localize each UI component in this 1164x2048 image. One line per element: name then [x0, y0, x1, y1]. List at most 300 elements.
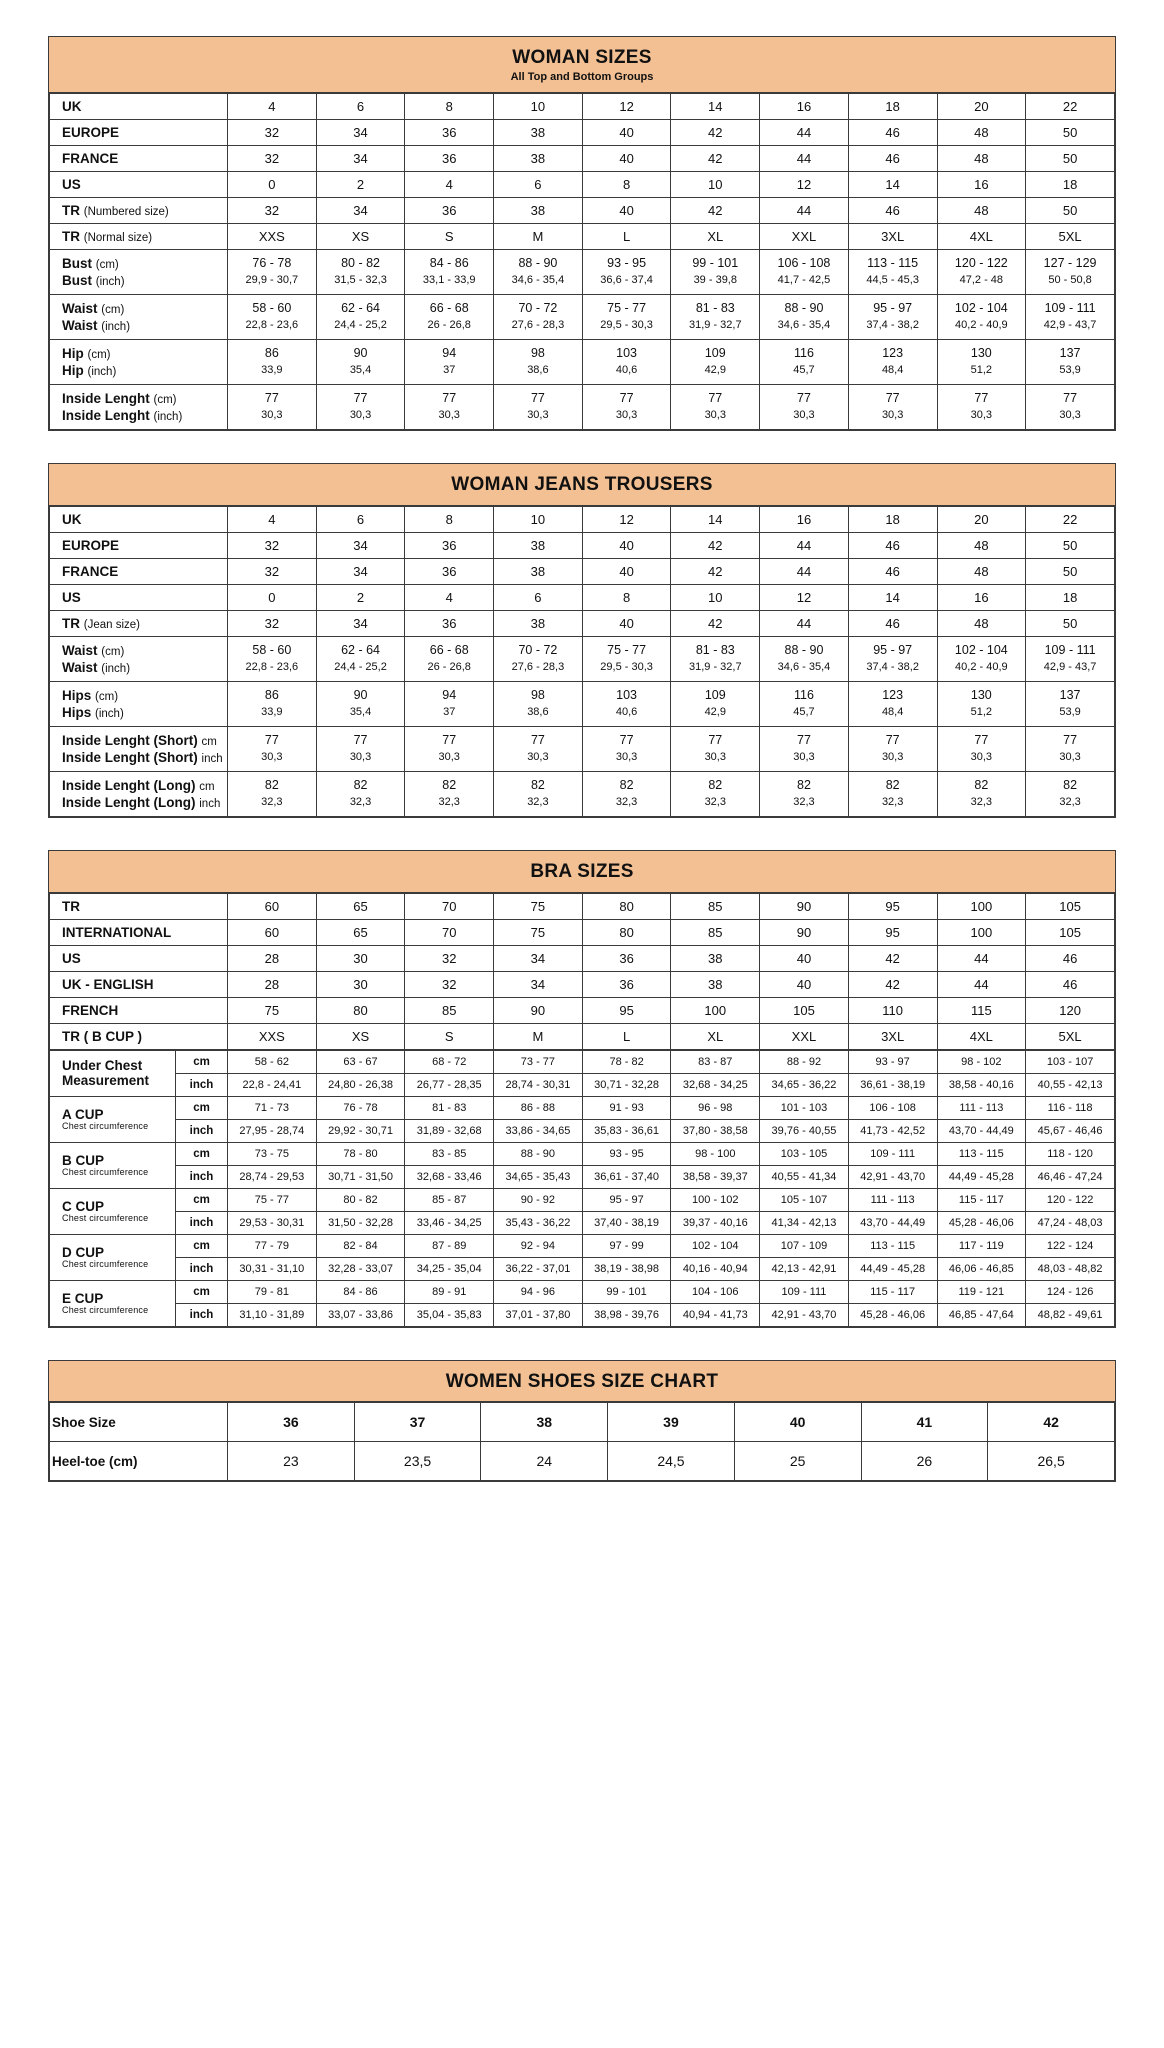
table-cell: 40,16 - 40,94: [671, 1257, 760, 1280]
table-cell: 47,2 - 48: [937, 272, 1026, 295]
table-cell: 42: [848, 945, 937, 971]
table-cell: 117 - 119: [937, 1234, 1026, 1257]
table-cell: 42: [848, 971, 937, 997]
row-label-unit: (inch): [95, 707, 124, 720]
table-cell: 88 - 90: [494, 1142, 583, 1165]
table-cell: 95 - 97: [582, 1188, 671, 1211]
table-cell: 95: [848, 893, 937, 919]
row-label-unit: (Numbered size): [83, 205, 169, 218]
table-cell: S: [405, 1023, 494, 1049]
table-cell: 38: [671, 971, 760, 997]
row-label: [50, 384, 228, 407]
table-cell: 107 - 109: [760, 1234, 849, 1257]
table-cell: 36: [405, 558, 494, 584]
table-cell: 25: [734, 1442, 861, 1481]
table-cell: 46: [848, 119, 937, 145]
table-cell: 42,9 - 43,7: [1026, 659, 1115, 682]
table-cell: 30,3: [760, 749, 849, 772]
table-cell: 86: [228, 339, 317, 362]
table-cell: 4: [228, 93, 317, 119]
table-cell: 105: [760, 997, 849, 1023]
table-cell: 12: [760, 584, 849, 610]
table-cell: 18: [848, 506, 937, 532]
table-cell: 104 - 106: [671, 1280, 760, 1303]
shoes-table: [49, 1402, 1115, 1481]
table-cell: 98: [494, 339, 583, 362]
row-label-text: US: [62, 589, 81, 605]
table-cell: 78 - 80: [316, 1142, 405, 1165]
table-cell: 42,91 - 43,70: [760, 1303, 849, 1326]
table-cell: 30: [316, 971, 405, 997]
row-label-text: Waist: [62, 642, 98, 658]
table-cell: 30,3: [937, 407, 1026, 430]
table-cell: 70: [405, 893, 494, 919]
table-cell: 36: [582, 945, 671, 971]
table-cell: 110: [848, 997, 937, 1023]
table-cell: M: [494, 1023, 583, 1049]
table-cell: 12: [582, 506, 671, 532]
table-row: [50, 1280, 1115, 1303]
table-cell: 58 - 60: [228, 636, 317, 659]
table-cell: 85: [405, 997, 494, 1023]
table-cell: 40,6: [582, 704, 671, 727]
table-cell: 83 - 87: [671, 1050, 760, 1073]
row-label-text: Inside Lenght (Long): [62, 777, 196, 793]
table-cell: 77: [316, 726, 405, 749]
table-cell: 30,3: [405, 407, 494, 430]
row-label-text: Inside Lenght: [62, 407, 150, 423]
unit-cell: inch: [176, 1119, 228, 1142]
table-cell: 46: [848, 558, 937, 584]
table-cell: 80: [316, 997, 405, 1023]
table-row: [50, 532, 1115, 558]
table-cell: 60: [228, 919, 317, 945]
row-label-text: D CUP: [62, 1245, 105, 1261]
table-row: [50, 794, 1115, 817]
row-label: [50, 771, 228, 794]
table-cell: XXS: [228, 223, 317, 249]
chart-title: BRA SIZES: [530, 860, 634, 882]
row-label: [50, 945, 228, 971]
table-cell: 34,65 - 36,22: [760, 1073, 849, 1096]
table-cell: 42: [671, 532, 760, 558]
unit-cell: inch: [176, 1257, 228, 1280]
row-label-text: Bust: [62, 255, 92, 271]
table-cell: 38,58 - 39,37: [671, 1165, 760, 1188]
table-cell: 92 - 94: [494, 1234, 583, 1257]
table-cell: 24: [481, 1442, 608, 1481]
table-row: [50, 726, 1115, 749]
table-cell: 36,22 - 37,01: [494, 1257, 583, 1280]
table-cell: 116 - 118: [1026, 1096, 1115, 1119]
unit-cell: cm: [176, 1142, 228, 1165]
table-cell: 38: [494, 145, 583, 171]
table-cell: 31,10 - 31,89: [228, 1303, 317, 1326]
table-cell: 47,24 - 48,03: [1026, 1211, 1115, 1234]
table-cell: 75 - 77: [582, 294, 671, 317]
table-cell: 82: [405, 771, 494, 794]
table-cell: 137: [1026, 339, 1115, 362]
table-cell: 32,3: [937, 794, 1026, 817]
table-cell: 33,9: [228, 362, 317, 385]
table-cell: 0: [228, 171, 317, 197]
table-cell: 39: [608, 1403, 735, 1442]
table-cell: 20: [937, 506, 1026, 532]
table-cell: 30,3: [405, 749, 494, 772]
table-cell: 103: [582, 339, 671, 362]
table-cell: 77: [760, 384, 849, 407]
table-cell: 120: [1026, 997, 1115, 1023]
table-cell: 35,4: [316, 362, 405, 385]
table-cell: 5XL: [1026, 1023, 1115, 1049]
table-cell: 42: [671, 119, 760, 145]
bra-sizes-table: [49, 893, 1115, 1050]
table-cell: 42: [988, 1403, 1115, 1442]
row-label: [50, 407, 228, 430]
table-cell: 90: [760, 919, 849, 945]
chart-title: WOMAN SIZES: [512, 47, 652, 68]
table-cell: 127 - 129: [1026, 249, 1115, 272]
table-cell: 86: [228, 681, 317, 704]
table-cell: 22,8 - 23,6: [228, 659, 317, 682]
row-label: [50, 93, 228, 119]
table-cell: 46,46 - 47,24: [1026, 1165, 1115, 1188]
table-cell: 14: [671, 93, 760, 119]
woman-sizes-chart: [48, 36, 1116, 431]
table-cell: 10: [494, 506, 583, 532]
unit-cell: inch: [176, 1303, 228, 1326]
table-cell: 37,40 - 38,19: [582, 1211, 671, 1234]
table-cell: 60: [228, 893, 317, 919]
table-cell: 32: [228, 119, 317, 145]
row-label-unit: (Jean size): [83, 618, 141, 631]
table-cell: 115 - 117: [848, 1280, 937, 1303]
table-cell: 30,3: [848, 749, 937, 772]
row-label: [50, 145, 228, 171]
table-cell: 31,5 - 32,3: [316, 272, 405, 295]
table-cell: 29,5 - 30,3: [582, 659, 671, 682]
table-cell: 80 - 82: [316, 1188, 405, 1211]
table-cell: 2: [316, 171, 405, 197]
row-label-unit: (inch): [101, 662, 131, 675]
table-cell: 91 - 93: [582, 1096, 671, 1119]
table-cell: 33,9: [228, 704, 317, 727]
table-cell: 30,3: [582, 749, 671, 772]
table-row: [50, 584, 1115, 610]
table-cell: 35,04 - 35,83: [405, 1303, 494, 1326]
row-label: [50, 362, 228, 385]
table-cell: 36: [405, 197, 494, 223]
table-row: [50, 1188, 1115, 1211]
table-cell: 77: [1026, 726, 1115, 749]
row-label-text: TR: [62, 202, 80, 218]
chart-title: WOMEN SHOES SIZE CHART: [445, 1370, 719, 1392]
table-cell: 40: [582, 558, 671, 584]
table-cell: 40: [582, 119, 671, 145]
unit-cell: cm: [176, 1096, 228, 1119]
table-row: [50, 1165, 1115, 1188]
table-cell: 35,4: [316, 704, 405, 727]
table-cell: 30,3: [494, 749, 583, 772]
table-cell: 102 - 104: [937, 294, 1026, 317]
row-label: [50, 1142, 176, 1188]
table-cell: 65: [316, 893, 405, 919]
table-cell: 37: [405, 362, 494, 385]
table-cell: 46: [1026, 945, 1115, 971]
table-cell: 50: [1026, 558, 1115, 584]
table-cell: 31,9 - 32,7: [671, 317, 760, 340]
table-cell: 94 - 96: [494, 1280, 583, 1303]
table-cell: 39 - 39,8: [671, 272, 760, 295]
row-label: [50, 636, 228, 659]
row-label-text: Waist: [62, 659, 98, 675]
table-cell: 82: [937, 771, 1026, 794]
table-cell: 45,28 - 46,06: [937, 1211, 1026, 1234]
row-label: [50, 339, 228, 362]
table-cell: 44: [760, 558, 849, 584]
unit-cell: cm: [176, 1188, 228, 1211]
row-label: [50, 558, 228, 584]
row-label-text: FRANCE: [62, 150, 119, 166]
row-label-text: Hips: [62, 687, 92, 703]
table-cell: 100: [937, 919, 1026, 945]
chart-subtitle: All Top and Bottom Groups: [510, 70, 654, 83]
row-label-text: EUROPE: [62, 537, 120, 553]
table-cell: 40,2 - 40,9: [937, 317, 1026, 340]
table-cell: 99 - 101: [582, 1280, 671, 1303]
table-cell: 82: [228, 771, 317, 794]
table-cell: XS: [316, 1023, 405, 1049]
row-label: [50, 317, 228, 340]
table-cell: 36,61 - 38,19: [848, 1073, 937, 1096]
table-cell: 66 - 68: [405, 636, 494, 659]
table-cell: 29,5 - 30,3: [582, 317, 671, 340]
table-cell: 77: [937, 384, 1026, 407]
table-cell: 109 - 111: [760, 1280, 849, 1303]
table-row: [50, 771, 1115, 794]
table-cell: 22: [1026, 506, 1115, 532]
row-label-text: Inside Lenght: [62, 390, 150, 406]
row-label-unit: (cm): [95, 690, 119, 703]
row-label: Shoe Size: [50, 1403, 228, 1442]
table-cell: 113 - 115: [848, 249, 937, 272]
row-label-text: UK: [62, 511, 82, 527]
table-cell: 38,6: [494, 704, 583, 727]
table-cell: 109 - 111: [1026, 636, 1115, 659]
row-label-text: FRANCE: [62, 563, 119, 579]
table-cell: 70 - 72: [494, 636, 583, 659]
table-cell: 46: [848, 145, 937, 171]
table-row: [50, 1023, 1115, 1049]
chart-header: [49, 37, 1115, 93]
table-cell: 29,9 - 30,7: [228, 272, 317, 295]
table-cell: 35,83 - 36,61: [582, 1119, 671, 1142]
row-label-text: TR: [62, 615, 80, 631]
table-cell: 77: [1026, 384, 1115, 407]
table-cell: 78 - 82: [582, 1050, 671, 1073]
table-cell: 8: [582, 171, 671, 197]
table-row: [50, 145, 1115, 171]
woman-sizes-table: [49, 93, 1115, 430]
table-cell: 34,65 - 35,43: [494, 1165, 583, 1188]
table-cell: 32,3: [228, 794, 317, 817]
table-cell: 34,6 - 35,4: [760, 659, 849, 682]
table-row: [50, 704, 1115, 727]
table-cell: 31,50 - 32,28: [316, 1211, 405, 1234]
row-label: [50, 919, 228, 945]
table-cell: 102 - 104: [937, 636, 1026, 659]
table-cell: 100: [671, 997, 760, 1023]
table-cell: 70: [405, 919, 494, 945]
table-cell: 37,4 - 38,2: [848, 659, 937, 682]
table-cell: 3XL: [848, 223, 937, 249]
table-cell: S: [405, 223, 494, 249]
table-cell: 32,3: [494, 794, 583, 817]
table-cell: 89 - 91: [405, 1280, 494, 1303]
table-cell: 34: [316, 119, 405, 145]
table-cell: 26,5: [988, 1442, 1115, 1481]
table-cell: 34: [316, 145, 405, 171]
table-cell: XXL: [760, 223, 849, 249]
table-cell: 26 - 26,8: [405, 659, 494, 682]
table-cell: 30,3: [671, 407, 760, 430]
table-cell: 77: [494, 726, 583, 749]
table-cell: 36,6 - 37,4: [582, 272, 671, 295]
row-label-text: UK: [62, 98, 82, 114]
table-cell: XXS: [228, 1023, 317, 1049]
chart-header: [49, 851, 1115, 893]
table-cell: 10: [494, 93, 583, 119]
table-cell: 34: [316, 610, 405, 636]
table-cell: 82 - 84: [316, 1234, 405, 1257]
table-cell: 81 - 83: [405, 1096, 494, 1119]
table-cell: 42,9 - 43,7: [1026, 317, 1115, 340]
table-cell: 38,6: [494, 362, 583, 385]
table-cell: 120 - 122: [1026, 1188, 1115, 1211]
table-cell: 77 - 79: [228, 1234, 317, 1257]
row-label-text: E CUP: [62, 1291, 104, 1307]
table-cell: 130: [937, 339, 1026, 362]
table-row: [50, 1050, 1115, 1073]
table-cell: 30: [316, 945, 405, 971]
chart-header: [49, 464, 1115, 506]
table-cell: 109 - 111: [848, 1142, 937, 1165]
table-cell: 6: [316, 93, 405, 119]
table-cell: 44,49 - 45,28: [937, 1165, 1026, 1188]
table-cell: 12: [760, 171, 849, 197]
table-cell: 123: [848, 339, 937, 362]
row-label-text: FRENCH: [62, 1002, 119, 1018]
table-cell: 34: [316, 197, 405, 223]
table-cell: 95 - 97: [848, 636, 937, 659]
table-cell: 30,3: [582, 407, 671, 430]
table-cell: 41,73 - 42,52: [848, 1119, 937, 1142]
table-cell: 53,9: [1026, 362, 1115, 385]
table-cell: 44: [760, 532, 849, 558]
table-cell: 29,92 - 30,71: [316, 1119, 405, 1142]
table-cell: 48: [937, 119, 1026, 145]
table-cell: 31,9 - 32,7: [671, 659, 760, 682]
table-row: [50, 317, 1115, 340]
table-cell: 50: [1026, 197, 1115, 223]
table-cell: 77: [671, 726, 760, 749]
table-cell: 84 - 86: [405, 249, 494, 272]
table-cell: 4XL: [937, 223, 1026, 249]
row-label-text: B CUP: [62, 1153, 105, 1169]
table-cell: 32: [228, 197, 317, 223]
table-cell: 66 - 68: [405, 294, 494, 317]
table-row: [50, 1442, 1115, 1481]
table-cell: 98: [494, 681, 583, 704]
table-cell: 82: [1026, 771, 1115, 794]
table-cell: 31,89 - 32,68: [405, 1119, 494, 1142]
table-cell: 46: [848, 197, 937, 223]
table-cell: 32,3: [1026, 794, 1115, 817]
table-row: [50, 558, 1115, 584]
row-label-text: Hips: [62, 704, 92, 720]
table-cell: 40: [734, 1403, 861, 1442]
table-cell: 101 - 103: [760, 1096, 849, 1119]
row-label-text: Hip: [62, 345, 84, 361]
table-cell: 26 - 26,8: [405, 317, 494, 340]
table-cell: 32,3: [405, 794, 494, 817]
row-label-unit: (inch): [153, 410, 183, 423]
table-cell: 16: [760, 506, 849, 532]
table-cell: 39,76 - 40,55: [760, 1119, 849, 1142]
table-cell: 32,3: [848, 794, 937, 817]
table-cell: 30,71 - 31,50: [316, 1165, 405, 1188]
table-cell: 24,4 - 25,2: [316, 659, 405, 682]
table-row: [50, 997, 1115, 1023]
table-cell: 32,68 - 33,46: [405, 1165, 494, 1188]
table-cell: 33,46 - 34,25: [405, 1211, 494, 1234]
table-cell: 90 - 92: [494, 1188, 583, 1211]
row-label-text: UK - ENGLISH: [62, 976, 154, 992]
row-label-text: Inside Lenght (Long): [62, 794, 196, 810]
table-cell: 48: [937, 558, 1026, 584]
table-cell: 113 - 115: [848, 1234, 937, 1257]
table-cell: 32: [228, 610, 317, 636]
table-row: [50, 1119, 1115, 1142]
table-cell: 0: [228, 584, 317, 610]
table-cell: 37,4 - 38,2: [848, 317, 937, 340]
table-cell: 77: [405, 726, 494, 749]
table-row: [50, 119, 1115, 145]
chart-title: WOMAN JEANS TROUSERS: [451, 473, 713, 495]
unit-cell: inch: [176, 1073, 228, 1096]
bra-measurements-table: [49, 1050, 1115, 1327]
table-cell: 44: [937, 971, 1026, 997]
table-cell: 75: [228, 997, 317, 1023]
table-cell: 50: [1026, 145, 1115, 171]
table-cell: 32,28 - 33,07: [316, 1257, 405, 1280]
row-label-text: TR: [62, 898, 80, 914]
table-cell: 24,80 - 26,38: [316, 1073, 405, 1096]
table-cell: 23: [228, 1442, 355, 1481]
row-label-text: Inside Lenght (Short): [62, 749, 198, 765]
row-label-note: Chest circumference: [62, 1259, 149, 1270]
table-cell: 32: [228, 145, 317, 171]
table-cell: 27,6 - 28,3: [494, 317, 583, 340]
row-label: [50, 1188, 176, 1234]
table-cell: 29,53 - 30,31: [228, 1211, 317, 1234]
row-label-text: Bust: [62, 272, 92, 288]
table-cell: 40,2 - 40,9: [937, 659, 1026, 682]
row-label: [50, 659, 228, 682]
table-cell: 90: [494, 997, 583, 1023]
table-cell: 130: [937, 681, 1026, 704]
table-cell: 105 - 107: [760, 1188, 849, 1211]
